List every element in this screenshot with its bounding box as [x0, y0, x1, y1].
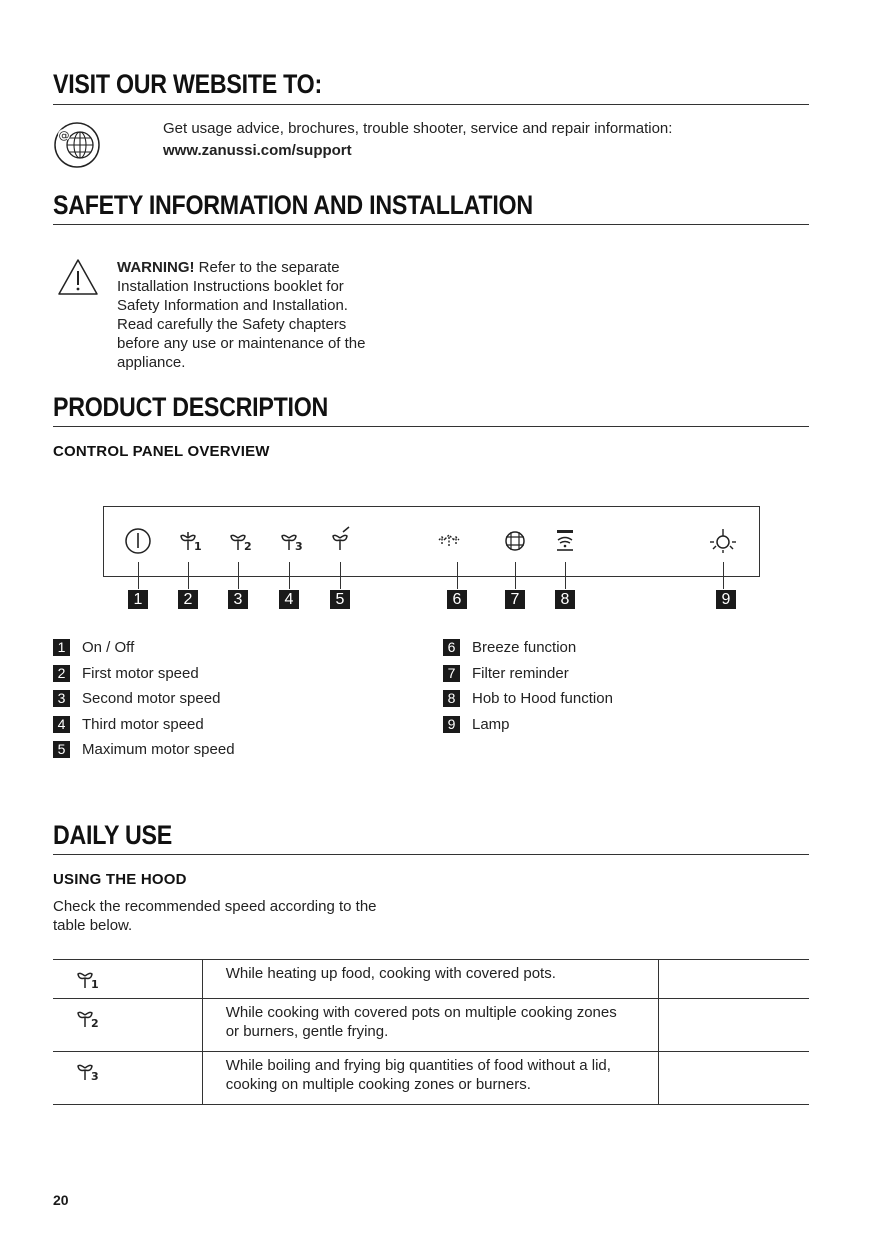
fan-speed-2-icon[interactable]: [231, 535, 252, 553]
using-hood-subheading: USING THE HOOD: [53, 871, 187, 888]
usage-line: or burners, gentle frying.: [225, 1023, 389, 1040]
legend-item: [443, 663, 569, 683]
fan-speed-digit: 2: [244, 540, 252, 553]
fan-speed-2-icon: [75, 1003, 115, 1031]
legend-item: [443, 714, 510, 734]
usage-line: cooking on multiple cooking zones or burners.: [225, 1076, 531, 1093]
usage-line: While cooking with covered pots on multiple cooking zones: [225, 1004, 617, 1021]
legend-number: 7: [443, 665, 460, 682]
marker-5: 5: [330, 590, 350, 609]
fan-max-speed-icon[interactable]: [333, 527, 349, 550]
control-panel-subheading: CONTROL PANEL OVERVIEW: [53, 443, 270, 460]
pointer-line: [340, 562, 341, 589]
safety-heading: SAFETY INFORMATION AND INSTALLATION: [53, 190, 533, 220]
legend-item: [53, 688, 220, 708]
marker-8: 8: [555, 590, 575, 609]
globe-at-icon: [53, 121, 101, 169]
fan-speed-digit: 3: [91, 1070, 99, 1083]
fan-speed-1-icon[interactable]: [181, 532, 202, 553]
website-url[interactable]: www.zanussi.com/support: [163, 142, 352, 159]
fan-speed-3-icon: [75, 1056, 115, 1084]
legend-item: [443, 637, 576, 657]
legend-label: Maximum motor speed: [82, 740, 235, 758]
legend-number: 8: [443, 690, 460, 707]
divider: [53, 854, 809, 855]
speed-cell: [53, 960, 202, 999]
legend-number: 3: [53, 690, 70, 707]
marker-9: 9: [716, 590, 736, 609]
pointer-line: [515, 562, 516, 589]
empty-cell: [659, 960, 809, 999]
legend-item: [443, 688, 613, 708]
legend-item: [53, 663, 199, 683]
website-heading: VISIT OUR WEBSITE TO:: [53, 69, 322, 99]
warning-label: WARNING!: [117, 259, 195, 276]
divider: [53, 104, 809, 105]
warning-line: Refer to the separate: [194, 259, 340, 276]
marker-7: 7: [505, 590, 525, 609]
fan-speed-1-icon: [75, 964, 115, 992]
pointer-line: [138, 562, 139, 589]
marker-3: 3: [228, 590, 248, 609]
warning-text: [117, 258, 407, 372]
warning-line: before any use or maintenance of the: [117, 335, 366, 352]
table-row: [53, 1052, 809, 1105]
product-heading: PRODUCT DESCRIPTION: [53, 392, 329, 422]
warning-line: Read carefully the Safety chapters: [117, 316, 347, 333]
legend-number: 9: [443, 716, 460, 733]
usage-cell: [202, 960, 659, 999]
speed-cell: [53, 999, 202, 1052]
legend-item: [53, 637, 134, 657]
usage-line: While boiling and frying big quantities of food without a lid,: [225, 1057, 611, 1074]
divider: [53, 426, 809, 427]
legend-label: Third motor speed: [82, 715, 204, 733]
lamp-icon[interactable]: [710, 529, 736, 553]
power-icon[interactable]: [126, 529, 150, 553]
intro-line: table below.: [53, 917, 133, 934]
speed-table: [53, 959, 809, 1105]
legend-number: 1: [53, 639, 70, 656]
hob-to-hood-icon[interactable]: [557, 530, 573, 550]
legend-number: 2: [53, 665, 70, 682]
fan-speed-digit: 3: [295, 540, 303, 553]
breeze-icon[interactable]: [439, 535, 459, 546]
legend-number: 6: [443, 639, 460, 656]
marker-2: 2: [178, 590, 198, 609]
warning-line: Installation Instructions booklet for: [117, 278, 344, 295]
marker-4: 4: [279, 590, 299, 609]
pointer-line: [238, 562, 239, 589]
daily-use-heading: DAILY USE: [53, 820, 172, 850]
legend-label: Breeze function: [472, 638, 577, 656]
legend-item: [53, 714, 204, 734]
pointer-line: [723, 562, 724, 589]
pointer-line: [289, 562, 290, 589]
fan-speed-digit: 1: [194, 540, 202, 553]
filter-reminder-icon[interactable]: [506, 532, 524, 550]
page-number: 20: [53, 1192, 69, 1208]
legend-label: Filter reminder: [472, 664, 569, 682]
fan-speed-digit: 2: [91, 1017, 99, 1030]
legend-label: First motor speed: [82, 664, 199, 682]
legend-label: Lamp: [472, 715, 510, 733]
website-text: Get usage advice, brochures, trouble shooter, service and repair information:: [163, 120, 673, 137]
usage-line: While heating up food, cooking with covered pots.: [225, 965, 556, 982]
fan-speed-3-icon[interactable]: [282, 535, 303, 553]
table-row: [53, 999, 809, 1052]
legend-label: Hob to Hood function: [472, 689, 613, 707]
fan-speed-digit: 1: [91, 978, 99, 991]
marker-1: 1: [128, 590, 148, 609]
table-row: [53, 960, 809, 999]
warning-line: Safety Information and Installation.: [117, 297, 348, 314]
marker-6: 6: [447, 590, 467, 609]
speed-cell: [53, 1052, 202, 1105]
pointer-line: [565, 562, 566, 589]
warning-triangle-icon: [57, 258, 99, 296]
pointer-line: [188, 562, 189, 589]
legend-label: On / Off: [82, 638, 135, 656]
intro-line: Check the recommended speed according to the: [53, 898, 377, 915]
legend-label: Second motor speed: [82, 689, 221, 707]
control-panel-icons: [103, 506, 760, 577]
legend-item: [53, 739, 235, 759]
usage-cell: [202, 1052, 659, 1105]
warning-line: appliance.: [117, 354, 186, 371]
legend-number: 4: [53, 716, 70, 733]
intro-text: [53, 897, 377, 935]
divider: [53, 224, 809, 225]
empty-cell: [659, 1052, 809, 1105]
usage-cell: [202, 999, 659, 1052]
svg-text:@: @: [58, 129, 70, 142]
pointer-line: [457, 562, 458, 589]
empty-cell: [659, 999, 809, 1052]
legend-number: 5: [53, 741, 70, 758]
